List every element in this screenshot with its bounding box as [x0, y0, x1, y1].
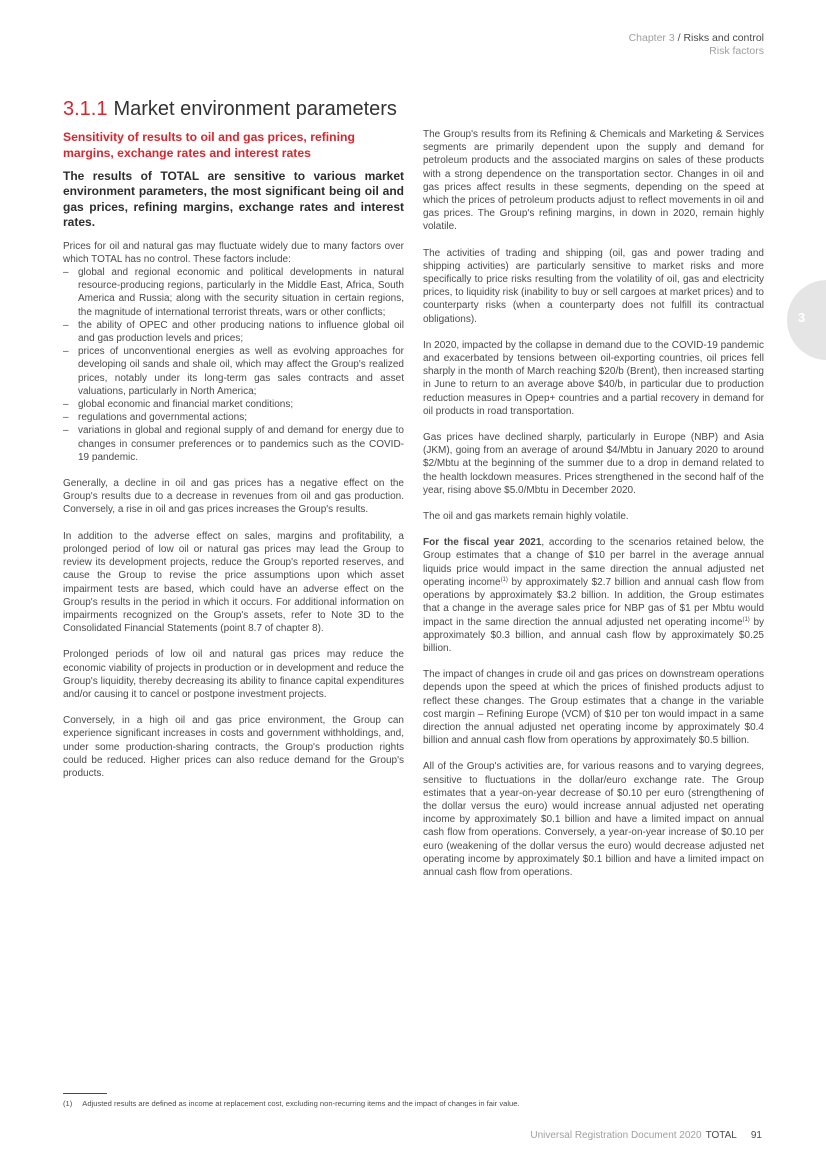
footnote-marker: (1) — [63, 1099, 73, 1108]
page-footer — [530, 1130, 762, 1141]
paragraph-text: , according to the scenarios retained below, the Group estimates that a change of $10 per barrel in the average annual liquids price would impact in the same direction the annual adjusted net operating income — [423, 537, 764, 588]
paragraph: Gas prices have declined sharply, particularly in Europe (NBP) and Asia (JKM), going from an average of around $4/Mbtu in January 2020 to around $2/Mbtu at the beginning of the summer due to a drop in demand related to the health lockdown measures. Prices strengthened in the second half of the year, rising above $5.0/Mbtu in December 2020. — [423, 432, 764, 496]
list-item: – prices of unconventional energies as well as evolving approaches for developing oil sands and shale oil, which may affect the Group's realized prices, notably under its long-term gas sales contracts and asset valuations, particularly in North America; — [63, 345, 404, 398]
intro-paragraph: The results of TOTAL are sensitive to various market environment parameters, the most significant being oil and gas prices, refining margins, exchange rates and interest rates. — [63, 169, 404, 230]
paragraph: In addition to the adverse effect on sales, margins and profitability, a prolonged period of low oil or natural gas prices may lead the Group to review its development projects, reduce the Group's reported reserves, and cause the Group to revise the price assumptions upon which asset impairment tests are based, which could have an adverse effect on the Group's results in the period in which it occurs. For additional information on impairments recognized on the Group's assets, refer to Note 3D to the Consolidated Financial Statements (point 8.7 of chapter 8). — [63, 530, 404, 635]
fiscal-year-paragraph — [423, 536, 764, 655]
paragraph-lead: For the fiscal year 2021 — [423, 537, 542, 549]
left-column — [63, 128, 404, 793]
footer-document: Universal Registration Document 2020 — [530, 1130, 702, 1141]
list-item: – global economic and financial market conditions; — [63, 398, 404, 411]
paragraph: The impact of changes in crude oil and gas prices on downstream operations depends upon the speed at which the prices of finished products adjust to reflect these changes. The Group estimates that a change in the variable cost margin – Refining Europe (VCM) of $10 per ton would impact in a same direction the annual adjusted net operating income by approximately $0.4 billion and annual cash flow from operations by approximately $0.5 billion. — [423, 669, 764, 747]
factor-list — [63, 266, 404, 464]
chapter-tab — [787, 280, 826, 360]
page-number: 91 — [750, 1130, 762, 1141]
header-separator: / — [677, 32, 681, 44]
list-item: – regulations and governmental actions; — [63, 411, 404, 424]
chapter-tab-number: 3 — [798, 310, 806, 325]
list-item: – global and regional economic and political developments in natural resource-producing regions, particularly in the Middle East, Africa, South America and Russia; along with the security situation in certain regions, the magnitude of international terrorist threats, wars or other conflicts; — [63, 266, 404, 319]
running-header — [629, 32, 764, 58]
paragraph: Generally, a decline in oil and gas prices has a negative effect on the Group's results due to a decrease in revenues from oil and gas production. Conversely, a rise in oil and gas prices increases the Group's results. — [63, 478, 404, 516]
paragraph-text: by approximately $0.3 billion, and annual cash flow by approximately $0.25 billion. — [423, 616, 765, 654]
paragraph: Prices for oil and natural gas may fluctuate widely due to many factors over which TOTAL has no control. These factors include: — [63, 240, 404, 265]
footer-brand: TOTAL — [705, 1130, 737, 1141]
footnote-text: Adjusted results are defined as income at replacement cost, excluding non-recurring items and the impact of changes in fair value. — [82, 1099, 520, 1108]
paragraph: The activities of trading and shipping (oil, gas and power trading and shipping activities) are particularly sensitive to market risks and more specifically to price risks resulting from the volatility of oil, gas and electricity prices, to liquidity risk (inability to buy or sell cargoes at market prices) and to counterparty risks (when a counterparty does not fulfill its contractual obligations). — [423, 247, 764, 325]
section-title-text: Market environment parameters — [113, 98, 397, 120]
footnote-divider — [63, 1093, 107, 1094]
footnote-ref: (1) — [500, 576, 508, 583]
paragraph: Prolonged periods of low oil and natural gas prices may reduce the economic viability of projects in production or in development and reduce the Group's liquidity, thereby decreasing its ability to finance capital expenditures and/or causing it to cancel or postpone investment projects. — [63, 649, 404, 700]
section-number: 3.1.1 — [63, 98, 108, 120]
header-subsection: Risk factors — [709, 45, 764, 57]
header-chapter-title: Risks and control — [683, 32, 764, 44]
paragraph: The oil and gas markets remain highly volatile. — [423, 511, 629, 523]
list-item: – the ability of OPEC and other producing nations to influence global oil and gas production levels and prices; — [63, 319, 404, 345]
subheading: Sensitivity of results to oil and gas prices, refining margins, exchange rates and interest rates — [63, 130, 355, 160]
paragraph: Conversely, in a high oil and gas price environment, the Group can experience significant increases in costs and government withholdings, and, under some production-sharing contracts, the Group's production rights could be reduced. Higher prices can also reduce demand for the Group's products. — [63, 715, 404, 779]
paragraph: All of the Group's activities are, for various reasons and to varying degrees, sensitive to fluctuations in the dollar/euro exchange rate. The Group estimates that a year-on-year decrease of $0.10 per euro (strengthening of the dollar versus the euro) would increase annual adjusted net operating income by approximately $0.1 billion and have a limited impact on annual cash flow from operations. Conversely, a year-on-year increase of $0.10 per euro (weakening of the dollar versus the euro) would decrease adjusted net operating income by approximately $0.1 billion and have a limited impact on annual cash flow from operations. — [423, 761, 764, 878]
section-title — [63, 98, 397, 121]
list-item: – variations in global and regional supply of and demand for energy due to changes in consumer preferences or to pandemics such as the COVID-19 pandemic. — [63, 424, 404, 464]
footnote-ref: (1) — [742, 616, 750, 623]
paragraph: In 2020, impacted by the collapse in demand due to the COVID-19 pandemic and exacerbated by tensions between oil-exporting countries, oil prices fell sharply in the month of March reaching $20/b (Brent), then increased starting in June to return to an average above $40/b, in particular due to production reduction measures in Opep+ countries and a partial recovery in demand for oil products in road transportation. — [423, 339, 764, 417]
paragraph-text: by approximately $2.7 billion and annual cash flow from operations by approximately $3.2 billion. In addition, the Group estimates that a change in the average sales price for NBP gas of $1 per Mbtu would impact in the same direction the annual adjusted net operating income — [423, 576, 764, 628]
footnote — [63, 1099, 520, 1108]
header-chapter: Chapter 3 — [628, 32, 675, 44]
paragraph: The Group's results from its Refining & Chemicals and Marketing & Services segments are primarily dependent upon the supply and demand for petroleum products and the associated margins on sales of these products with a strong dependence on the transportation sector. Changes in oil and gas prices affect results in these segments, depending on the speed at which the prices of petroleum products adjust to reflect movements in oil and gas prices. The Group's refining margins, in down in 2020, remain highly volatile. — [423, 129, 764, 233]
right-column — [423, 128, 764, 892]
header-chapter-line — [629, 32, 764, 45]
